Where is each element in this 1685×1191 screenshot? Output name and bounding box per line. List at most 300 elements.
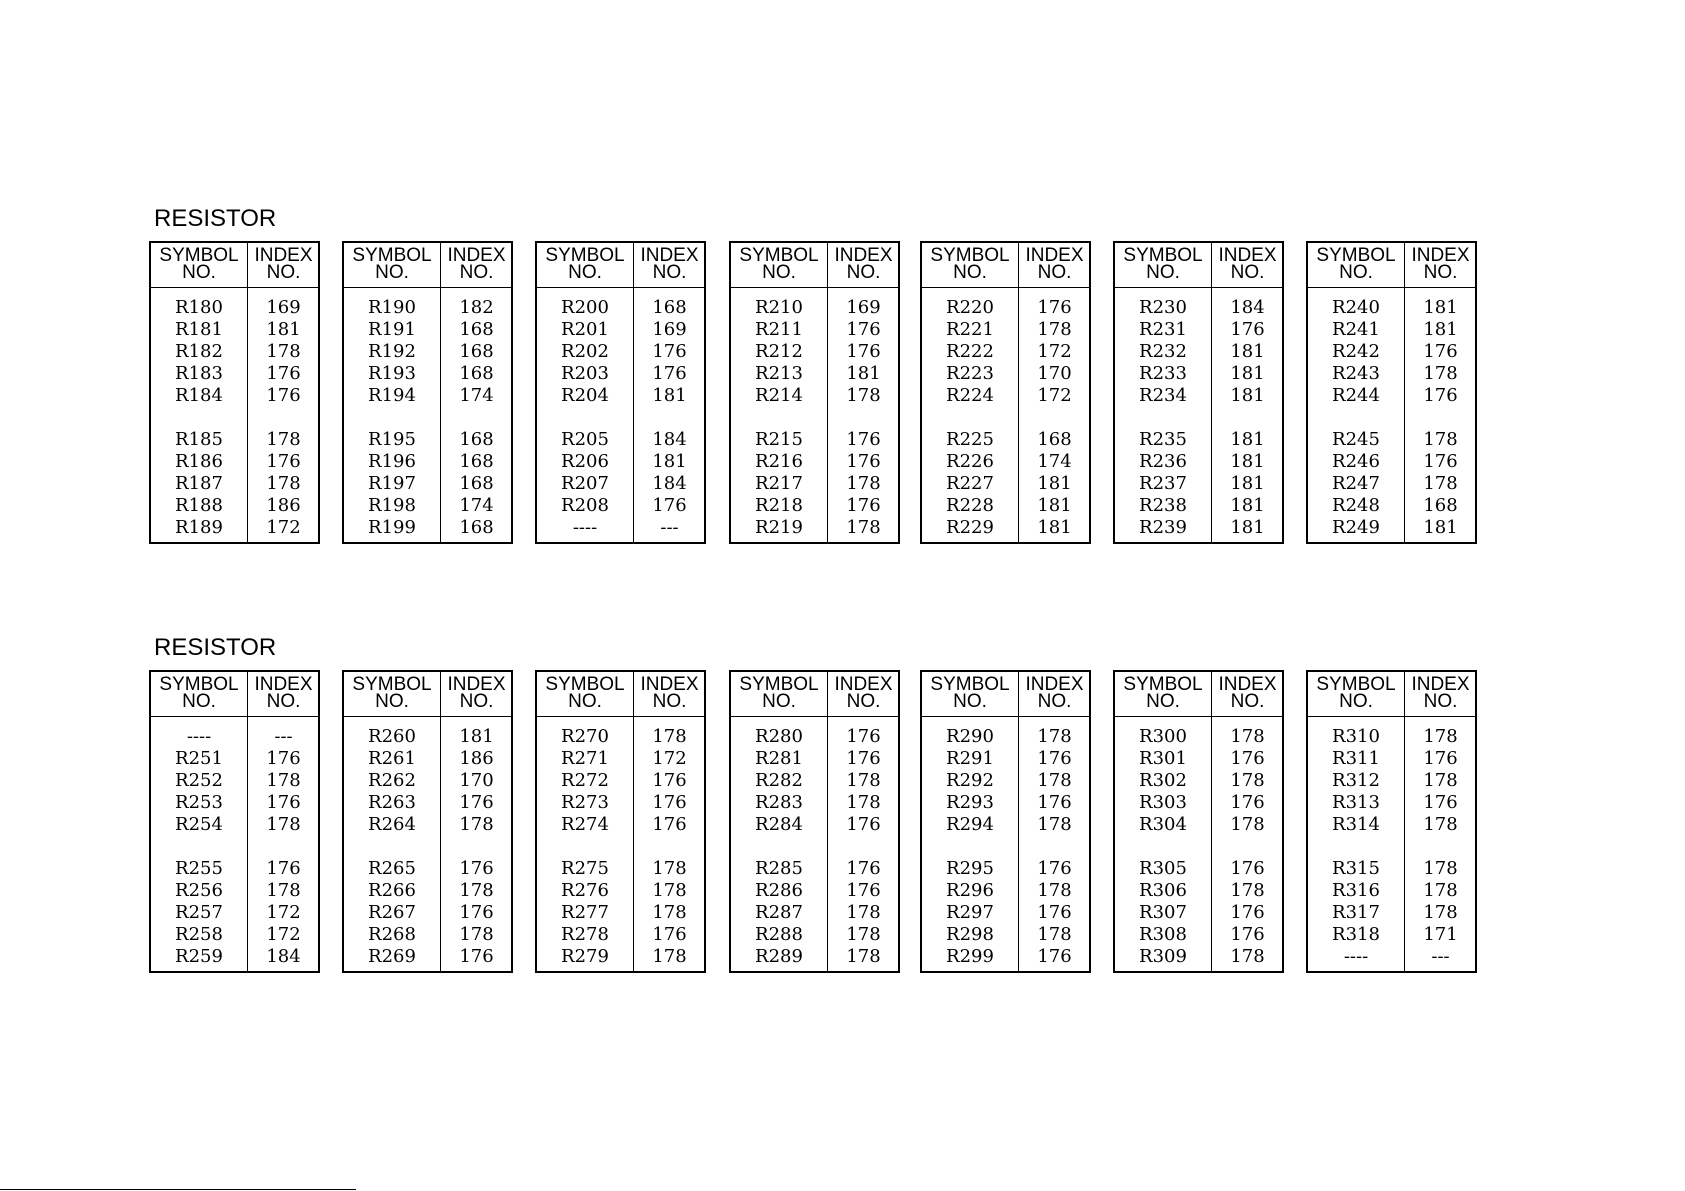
- symbol-cell: R313: [1332, 792, 1380, 813]
- symbol-cell: R194: [368, 385, 416, 406]
- symbol-cell: R241: [1332, 319, 1380, 340]
- symbol-cell: R260: [368, 726, 416, 747]
- index-header-line: NO.: [846, 262, 881, 283]
- index-cell: 186: [459, 748, 494, 769]
- index-cell: 176: [1037, 792, 1072, 813]
- index-cell: 176: [1230, 902, 1265, 923]
- table-row: [151, 946, 318, 968]
- symbol-cell: R236: [1139, 451, 1187, 472]
- index-header-line: NO.: [1037, 691, 1072, 712]
- index-cell: ---: [1431, 946, 1450, 967]
- symbol-cell: R299: [946, 946, 994, 967]
- symbol-cell: R310: [1332, 726, 1380, 747]
- index-no-header: [1018, 247, 1091, 281]
- symbol-cell: R187: [175, 473, 223, 494]
- symbol-cell: R293: [946, 792, 994, 813]
- index-cell: 181: [1230, 517, 1265, 538]
- table-row: [1115, 880, 1282, 902]
- symbol-cell: R280: [755, 726, 803, 747]
- table-row: [537, 341, 704, 363]
- symbol-no-header: [1115, 676, 1211, 710]
- index-cell: 176: [1230, 924, 1265, 945]
- index-cell: 176: [459, 792, 494, 813]
- table-row: [151, 880, 318, 902]
- table-row: [731, 473, 898, 495]
- symbol-header-line: NO.: [1339, 262, 1373, 283]
- index-cell: 176: [846, 341, 881, 362]
- symbol-cell: R270: [561, 726, 609, 747]
- table-row: [151, 726, 318, 748]
- table-row: [344, 385, 511, 407]
- table-row: [537, 770, 704, 792]
- symbol-cell: R303: [1139, 792, 1187, 813]
- symbol-header-line: NO.: [568, 262, 602, 283]
- index-cell: 168: [459, 473, 494, 494]
- resistor-table: [342, 670, 513, 973]
- symbol-cell: R286: [755, 880, 803, 901]
- index-cell: 178: [1423, 858, 1458, 879]
- symbol-header-line: NO.: [762, 691, 796, 712]
- symbol-header-line: SYMBOL: [1123, 674, 1203, 695]
- index-cell: 181: [1230, 495, 1265, 516]
- symbol-cell: R253: [175, 792, 223, 813]
- symbol-cell: R234: [1139, 385, 1187, 406]
- table-row: [151, 902, 318, 924]
- index-cell: 168: [1037, 429, 1072, 450]
- symbol-cell: R277: [561, 902, 609, 923]
- symbol-cell: R263: [368, 792, 416, 813]
- index-cell: 176: [1037, 902, 1072, 923]
- symbol-cell: R191: [368, 319, 416, 340]
- symbol-cell: R204: [561, 385, 609, 406]
- symbol-cell: R266: [368, 880, 416, 901]
- table-row: [537, 814, 704, 836]
- table-row: [1115, 902, 1282, 924]
- symbol-cell: R216: [755, 451, 803, 472]
- table-row: [537, 792, 704, 814]
- index-cell: 184: [266, 946, 301, 967]
- index-header-line: INDEX: [1025, 674, 1084, 695]
- symbol-header-line: NO.: [568, 691, 602, 712]
- symbol-cell: R243: [1332, 363, 1380, 384]
- header-rule: [1308, 716, 1475, 717]
- symbol-cell: R223: [946, 363, 994, 384]
- symbol-header-line: NO.: [1146, 262, 1180, 283]
- symbol-cell: R224: [946, 385, 994, 406]
- index-cell: 181: [1037, 473, 1072, 494]
- index-cell: 181: [1423, 319, 1458, 340]
- index-cell: 186: [266, 495, 301, 516]
- symbol-no-header: [1308, 676, 1404, 710]
- table-row: [344, 451, 511, 473]
- index-cell: 178: [652, 726, 687, 747]
- header-rule: [1115, 716, 1282, 717]
- symbol-cell: R272: [561, 770, 609, 791]
- symbol-cell: R211: [755, 319, 803, 340]
- table-row: [922, 451, 1089, 473]
- table-row: [731, 517, 898, 539]
- table-row: [344, 726, 511, 748]
- symbol-header-line: NO.: [1146, 691, 1180, 712]
- symbol-cell: R300: [1139, 726, 1187, 747]
- symbol-cell: R246: [1332, 451, 1380, 472]
- table-row: [344, 814, 511, 836]
- index-cell: 182: [459, 297, 494, 318]
- index-header-line: NO.: [1230, 691, 1265, 712]
- symbol-cell: R227: [946, 473, 994, 494]
- index-cell: 178: [1037, 770, 1072, 791]
- index-cell: 170: [1037, 363, 1072, 384]
- table-row: [344, 902, 511, 924]
- table-row: [151, 517, 318, 539]
- symbol-cell: R315: [1332, 858, 1380, 879]
- table-row: [151, 814, 318, 836]
- symbol-cell: R228: [946, 495, 994, 516]
- table-row: [731, 341, 898, 363]
- symbol-cell: R249: [1332, 517, 1380, 538]
- index-cell: 178: [652, 902, 687, 923]
- index-header-line: NO.: [652, 262, 687, 283]
- index-cell: 176: [1423, 792, 1458, 813]
- index-cell: ---: [274, 726, 293, 747]
- symbol-cell: R256: [175, 880, 223, 901]
- table-row: [1115, 385, 1282, 407]
- table-row: [922, 319, 1089, 341]
- symbol-cell: R229: [946, 517, 994, 538]
- index-cell: 176: [846, 858, 881, 879]
- index-cell: 168: [459, 341, 494, 362]
- symbol-no-header: [731, 676, 827, 710]
- table-row: [1115, 946, 1282, 968]
- index-cell: 176: [846, 429, 881, 450]
- index-cell: 169: [652, 319, 687, 340]
- index-cell: 176: [652, 924, 687, 945]
- table-row: [151, 495, 318, 517]
- index-cell: 168: [459, 429, 494, 450]
- symbol-cell: R255: [175, 858, 223, 879]
- table-row: [151, 858, 318, 880]
- index-cell: 168: [652, 297, 687, 318]
- symbol-header-line: SYMBOL: [739, 245, 819, 266]
- header-rule: [731, 287, 898, 288]
- symbol-cell: R265: [368, 858, 416, 879]
- index-cell: 176: [1037, 946, 1072, 967]
- index-cell: 178: [459, 880, 494, 901]
- symbol-cell: ----: [1343, 946, 1369, 967]
- index-cell: 176: [459, 858, 494, 879]
- index-cell: 181: [1423, 297, 1458, 318]
- symbol-cell: R225: [946, 429, 994, 450]
- symbol-cell: R212: [755, 341, 803, 362]
- symbol-cell: R268: [368, 924, 416, 945]
- table-row: [1308, 902, 1475, 924]
- table-row: [151, 770, 318, 792]
- symbol-header-line: SYMBOL: [739, 674, 819, 695]
- index-cell: 178: [459, 924, 494, 945]
- index-cell: 184: [1230, 297, 1265, 318]
- symbol-cell: R276: [561, 880, 609, 901]
- index-cell: 181: [1037, 517, 1072, 538]
- symbol-cell: R287: [755, 902, 803, 923]
- index-cell: 172: [266, 517, 301, 538]
- table-row: [731, 429, 898, 451]
- table-row: [537, 880, 704, 902]
- symbol-cell: R306: [1139, 880, 1187, 901]
- section-title: RESISTOR: [154, 205, 277, 232]
- symbol-cell: R235: [1139, 429, 1187, 450]
- symbol-cell: R307: [1139, 902, 1187, 923]
- header-rule: [922, 287, 1089, 288]
- symbol-header-line: NO.: [1339, 691, 1373, 712]
- symbol-cell: R205: [561, 429, 609, 450]
- index-cell: 178: [1423, 814, 1458, 835]
- table-row: [344, 495, 511, 517]
- symbol-cell: R230: [1139, 297, 1187, 318]
- table-row: [151, 429, 318, 451]
- index-no-header: [633, 247, 706, 281]
- index-cell: 178: [266, 770, 301, 791]
- index-no-header: [1018, 676, 1091, 710]
- table-row: [922, 792, 1089, 814]
- symbol-cell: R184: [175, 385, 223, 406]
- index-cell: 174: [459, 495, 494, 516]
- symbol-cell: R261: [368, 748, 416, 769]
- table-row: [1308, 451, 1475, 473]
- symbol-cell: R264: [368, 814, 416, 835]
- table-row: [344, 858, 511, 880]
- table-row: [922, 770, 1089, 792]
- index-cell: 178: [846, 473, 881, 494]
- symbol-cell: R197: [368, 473, 416, 494]
- header-rule: [1115, 287, 1282, 288]
- symbol-header-line: NO.: [182, 262, 216, 283]
- symbol-cell: R275: [561, 858, 609, 879]
- table-row: [922, 429, 1089, 451]
- index-cell: 178: [1423, 902, 1458, 923]
- symbol-cell: R269: [368, 946, 416, 967]
- table-row: [537, 451, 704, 473]
- index-cell: 176: [846, 726, 881, 747]
- symbol-header-line: SYMBOL: [930, 245, 1010, 266]
- symbol-cell: R247: [1332, 473, 1380, 494]
- symbol-header-line: SYMBOL: [352, 674, 432, 695]
- header-rule: [344, 716, 511, 717]
- table-row: [731, 748, 898, 770]
- index-no-header: [1211, 676, 1284, 710]
- index-header-line: INDEX: [1218, 245, 1277, 266]
- symbol-cell: R208: [561, 495, 609, 516]
- symbol-cell: R295: [946, 858, 994, 879]
- table-row: [537, 946, 704, 968]
- symbol-header-line: NO.: [953, 262, 987, 283]
- table-row: [922, 517, 1089, 539]
- header-rule: [537, 716, 704, 717]
- symbol-cell: R213: [755, 363, 803, 384]
- symbol-cell: R218: [755, 495, 803, 516]
- index-cell: 176: [1037, 858, 1072, 879]
- symbol-cell: R309: [1139, 946, 1187, 967]
- index-header-line: INDEX: [834, 674, 893, 695]
- resistor-table: [920, 670, 1091, 973]
- footer-rule: [0, 1189, 356, 1190]
- table-row: [1115, 726, 1282, 748]
- table-row: [1308, 297, 1475, 319]
- table-row: [731, 451, 898, 473]
- symbol-cell: R311: [1332, 748, 1380, 769]
- index-header-line: NO.: [266, 262, 301, 283]
- symbol-cell: R271: [561, 748, 609, 769]
- symbol-no-header: [537, 247, 633, 281]
- index-cell: 178: [266, 880, 301, 901]
- table-row: [1308, 495, 1475, 517]
- index-cell: 176: [846, 495, 881, 516]
- index-cell: 172: [1037, 341, 1072, 362]
- table-row: [731, 770, 898, 792]
- symbol-cell: R283: [755, 792, 803, 813]
- index-cell: 178: [846, 792, 881, 813]
- symbol-no-header: [731, 247, 827, 281]
- table-row: [1308, 924, 1475, 946]
- header-rule: [151, 716, 318, 717]
- table-row: [151, 363, 318, 385]
- index-cell: 178: [1423, 770, 1458, 791]
- symbol-cell: R221: [946, 319, 994, 340]
- index-cell: 169: [846, 297, 881, 318]
- index-cell: 178: [846, 946, 881, 967]
- index-cell: 178: [1037, 814, 1072, 835]
- symbol-cell: R254: [175, 814, 223, 835]
- table-row: [537, 858, 704, 880]
- table-row: [1115, 814, 1282, 836]
- symbol-cell: R198: [368, 495, 416, 516]
- index-header-line: NO.: [459, 262, 494, 283]
- table-row: [1115, 363, 1282, 385]
- symbol-cell: R192: [368, 341, 416, 362]
- symbol-cell: R312: [1332, 770, 1380, 791]
- table-row: [537, 363, 704, 385]
- index-header-line: INDEX: [640, 245, 699, 266]
- resistor-table: [1306, 241, 1477, 544]
- symbol-cell: R294: [946, 814, 994, 835]
- symbol-cell: R302: [1139, 770, 1187, 791]
- symbol-header-line: NO.: [375, 262, 409, 283]
- table-row: [1308, 880, 1475, 902]
- resistor-table: [342, 241, 513, 544]
- table-row: [731, 792, 898, 814]
- symbol-cell: R193: [368, 363, 416, 384]
- symbol-cell: R240: [1332, 297, 1380, 318]
- symbol-cell: R244: [1332, 385, 1380, 406]
- index-cell: 170: [459, 770, 494, 791]
- table-row: [1308, 792, 1475, 814]
- header-rule: [922, 716, 1089, 717]
- table-row: [537, 297, 704, 319]
- index-cell: 176: [846, 814, 881, 835]
- index-cell: 176: [266, 748, 301, 769]
- table-row: [922, 726, 1089, 748]
- symbol-no-header: [344, 247, 440, 281]
- index-cell: 168: [459, 517, 494, 538]
- table-row: [344, 297, 511, 319]
- index-cell: 178: [846, 770, 881, 791]
- symbol-cell: R245: [1332, 429, 1380, 450]
- table-row: [344, 792, 511, 814]
- index-cell: 181: [1230, 429, 1265, 450]
- table-row: [151, 319, 318, 341]
- symbol-cell: R202: [561, 341, 609, 362]
- table-row: [537, 748, 704, 770]
- index-cell: 176: [846, 451, 881, 472]
- table-row: [731, 902, 898, 924]
- index-no-header: [440, 676, 513, 710]
- symbol-header-line: NO.: [762, 262, 796, 283]
- symbol-cell: R182: [175, 341, 223, 362]
- table-row: [1308, 319, 1475, 341]
- index-cell: 176: [1423, 341, 1458, 362]
- symbol-cell: R262: [368, 770, 416, 791]
- table-row: [1308, 748, 1475, 770]
- table-row: [1115, 429, 1282, 451]
- table-row: [922, 748, 1089, 770]
- resistor-table: [149, 241, 320, 544]
- index-cell: 178: [1423, 880, 1458, 901]
- table-row: [537, 495, 704, 517]
- index-cell: 178: [1230, 726, 1265, 747]
- symbol-cell: R289: [755, 946, 803, 967]
- symbol-header-line: NO.: [953, 691, 987, 712]
- symbol-header-line: NO.: [182, 691, 216, 712]
- symbol-cell: R189: [175, 517, 223, 538]
- section-title: RESISTOR: [154, 634, 277, 661]
- symbol-cell: R285: [755, 858, 803, 879]
- symbol-header-line: SYMBOL: [545, 245, 625, 266]
- index-header-line: INDEX: [447, 674, 506, 695]
- table-row: [1115, 924, 1282, 946]
- symbol-cell: R297: [946, 902, 994, 923]
- index-header-line: NO.: [652, 691, 687, 712]
- table-row: [537, 517, 704, 539]
- symbol-cell: R222: [946, 341, 994, 362]
- table-row: [922, 924, 1089, 946]
- table-row: [344, 363, 511, 385]
- table-row: [922, 473, 1089, 495]
- index-cell: 181: [1037, 495, 1072, 516]
- symbol-cell: R181: [175, 319, 223, 340]
- table-row: [151, 385, 318, 407]
- index-cell: 176: [652, 495, 687, 516]
- symbol-cell: R279: [561, 946, 609, 967]
- index-header-line: NO.: [266, 691, 301, 712]
- symbol-cell: R308: [1139, 924, 1187, 945]
- table-row: [344, 770, 511, 792]
- index-cell: 181: [1423, 517, 1458, 538]
- index-no-header: [1404, 247, 1477, 281]
- table-row: [344, 429, 511, 451]
- header-rule: [537, 287, 704, 288]
- index-cell: 181: [1230, 473, 1265, 494]
- table-row: [922, 946, 1089, 968]
- table-row: [1115, 858, 1282, 880]
- table-row: [1115, 748, 1282, 770]
- index-cell: 168: [1423, 495, 1458, 516]
- symbol-cell: R288: [755, 924, 803, 945]
- table-row: [151, 748, 318, 770]
- index-cell: 176: [1230, 858, 1265, 879]
- index-no-header: [247, 247, 320, 281]
- index-cell: 176: [652, 770, 687, 791]
- table-row: [1308, 473, 1475, 495]
- index-cell: 178: [1230, 770, 1265, 791]
